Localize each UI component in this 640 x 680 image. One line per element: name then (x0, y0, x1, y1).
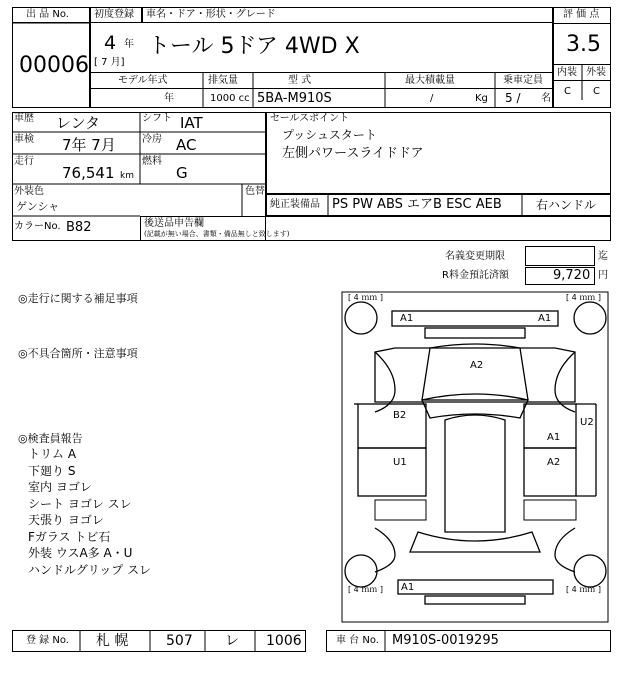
name-change-unit: 迄 (598, 251, 608, 262)
sales-point-1: プッシュスタート (282, 128, 377, 142)
max-load-label: 最大積載量 (405, 75, 455, 86)
mark-left-rear-door: U1 (393, 457, 407, 468)
car-name: トール 5ドア 4WD X (148, 34, 360, 59)
mileage-label: 走行 (14, 156, 34, 167)
color-change-label: 色替 (245, 186, 265, 197)
inspection-label: 車検 (14, 134, 34, 145)
shift-label: シフト (142, 113, 172, 124)
ac-value: AC (176, 136, 197, 154)
reg-label: 登 録 No. (26, 635, 69, 646)
name-change-label: 名義変更期限 (445, 251, 505, 262)
mark-front-bumper-left: A1 (400, 313, 414, 324)
interior-label: 内装 (557, 67, 577, 78)
inspector-report-line: 下廻り S (28, 463, 76, 478)
mark-right-rear-door: A2 (547, 457, 561, 468)
model-year-value: 年 (164, 93, 174, 104)
reg-number: 1006 (266, 633, 302, 649)
chassis-value: M910S-0019295 (392, 633, 499, 648)
mileage-unit: km (120, 171, 134, 181)
lot-number: 00006 (19, 53, 89, 78)
sales-point-label: セールスポイント (270, 113, 350, 124)
mark-right-front-door: A1 (547, 432, 561, 443)
ext-color-value: ゲンシャ (16, 200, 60, 213)
tire-rl-depth: [ 4 ｍｍ ] (348, 585, 383, 594)
post-doc-label: 後送品申告欄 (144, 218, 204, 229)
history-label: 車歴 (14, 113, 34, 124)
defects-heading: ◎不具合箇所・注意事項 (18, 347, 138, 360)
mark-rear-bumper: A1 (401, 582, 415, 593)
type-label: 型 式 (288, 75, 312, 86)
type-value: 5BA-M910S (257, 91, 332, 106)
reg-kana: レ (225, 633, 239, 649)
color-no-value: B82 (66, 220, 92, 235)
model-year-number: 4 (104, 32, 117, 54)
tire-rr-depth: [ 4 ｍｍ ] (566, 585, 601, 594)
ext-color-label: 外装色 (14, 186, 44, 197)
mileage-value: 76,541 (62, 164, 115, 182)
capacity-value: 5 / (505, 91, 521, 105)
exterior-label: 外装 (586, 67, 606, 78)
equipment-value: PS PW ABS エアB ESC AEB (332, 197, 502, 212)
inspector-report-line: 室内 ヨゴレ (28, 480, 92, 494)
mark-left-front-door: B2 (393, 410, 407, 421)
interior-value: C (564, 86, 571, 97)
ac-label: 冷房 (142, 134, 162, 145)
inspector-heading: ◎検査員報告 (18, 432, 83, 445)
post-doc-note: (記載が無い場合、書類・備品無しと致します) (144, 230, 290, 238)
score-value: 3.5 (566, 32, 601, 57)
chassis-label: 車 台 No. (336, 635, 379, 646)
inspector-report-line: シート ヨゴレ スレ (28, 496, 132, 511)
reg-class: 507 (166, 633, 193, 649)
exterior-value: C (593, 86, 600, 97)
capacity-label: 乗車定員 (503, 75, 543, 86)
lot-label: 出 品 No. (26, 9, 69, 20)
displacement-value: 1000 cc (210, 93, 250, 104)
inspector-report-line: ハンドルグリップ スレ (28, 562, 152, 577)
inspector-report-line: 天張り ヨゴレ (28, 513, 104, 527)
recycle-label: R料金預託済額 (442, 270, 509, 281)
model-year-unit: 年 (124, 39, 134, 50)
equipment-label: 純正装備品 (270, 199, 320, 210)
driving-notes-heading: ◎走行に関する補足事項 (18, 292, 138, 305)
history-value: レンタ (56, 114, 101, 132)
name-label: 車名・ドア・形状・グレード (146, 9, 276, 20)
inspector-report-line: トリム A (28, 447, 77, 461)
first-reg-label: 初度登録 (94, 9, 134, 20)
mark-front-bumper-right: A1 (538, 313, 552, 324)
inspector-report-line: Fガラス トビ石 (28, 529, 111, 544)
inspection-value: 7年 7月 (62, 136, 116, 154)
max-load-value: / (430, 93, 434, 104)
model-year-label: モデル年式 (118, 75, 168, 86)
score-label: 評 価 点 (563, 9, 600, 20)
fuel-value: G (176, 164, 188, 182)
fuel-label: 燃料 (142, 156, 162, 167)
mark-hood: A2 (470, 360, 484, 371)
shift-value: IAT (180, 114, 203, 132)
recycle-unit: 円 (598, 270, 608, 281)
max-load-unit: Kg (475, 93, 488, 104)
model-month: [ 7 月] (94, 57, 125, 68)
mark-right-quarter: U2 (580, 417, 594, 428)
reg-region: 札 幌 (96, 633, 129, 649)
inspector-report-line: 外装 ウスA多 A・U (28, 546, 133, 560)
recycle-value: 9,720 (553, 268, 591, 283)
color-no-label: カラーNo. (14, 221, 61, 232)
displacement-label: 排気量 (208, 75, 238, 86)
sales-point-2: 左側パワースライドドア (282, 146, 424, 161)
steering-value: 右ハンドル (536, 198, 597, 212)
tire-fr-depth: [ 4 ｍｍ ] (566, 293, 601, 302)
tire-fl-depth: [ 4 ｍｍ ] (348, 293, 383, 302)
capacity-unit: 名 (541, 93, 551, 104)
